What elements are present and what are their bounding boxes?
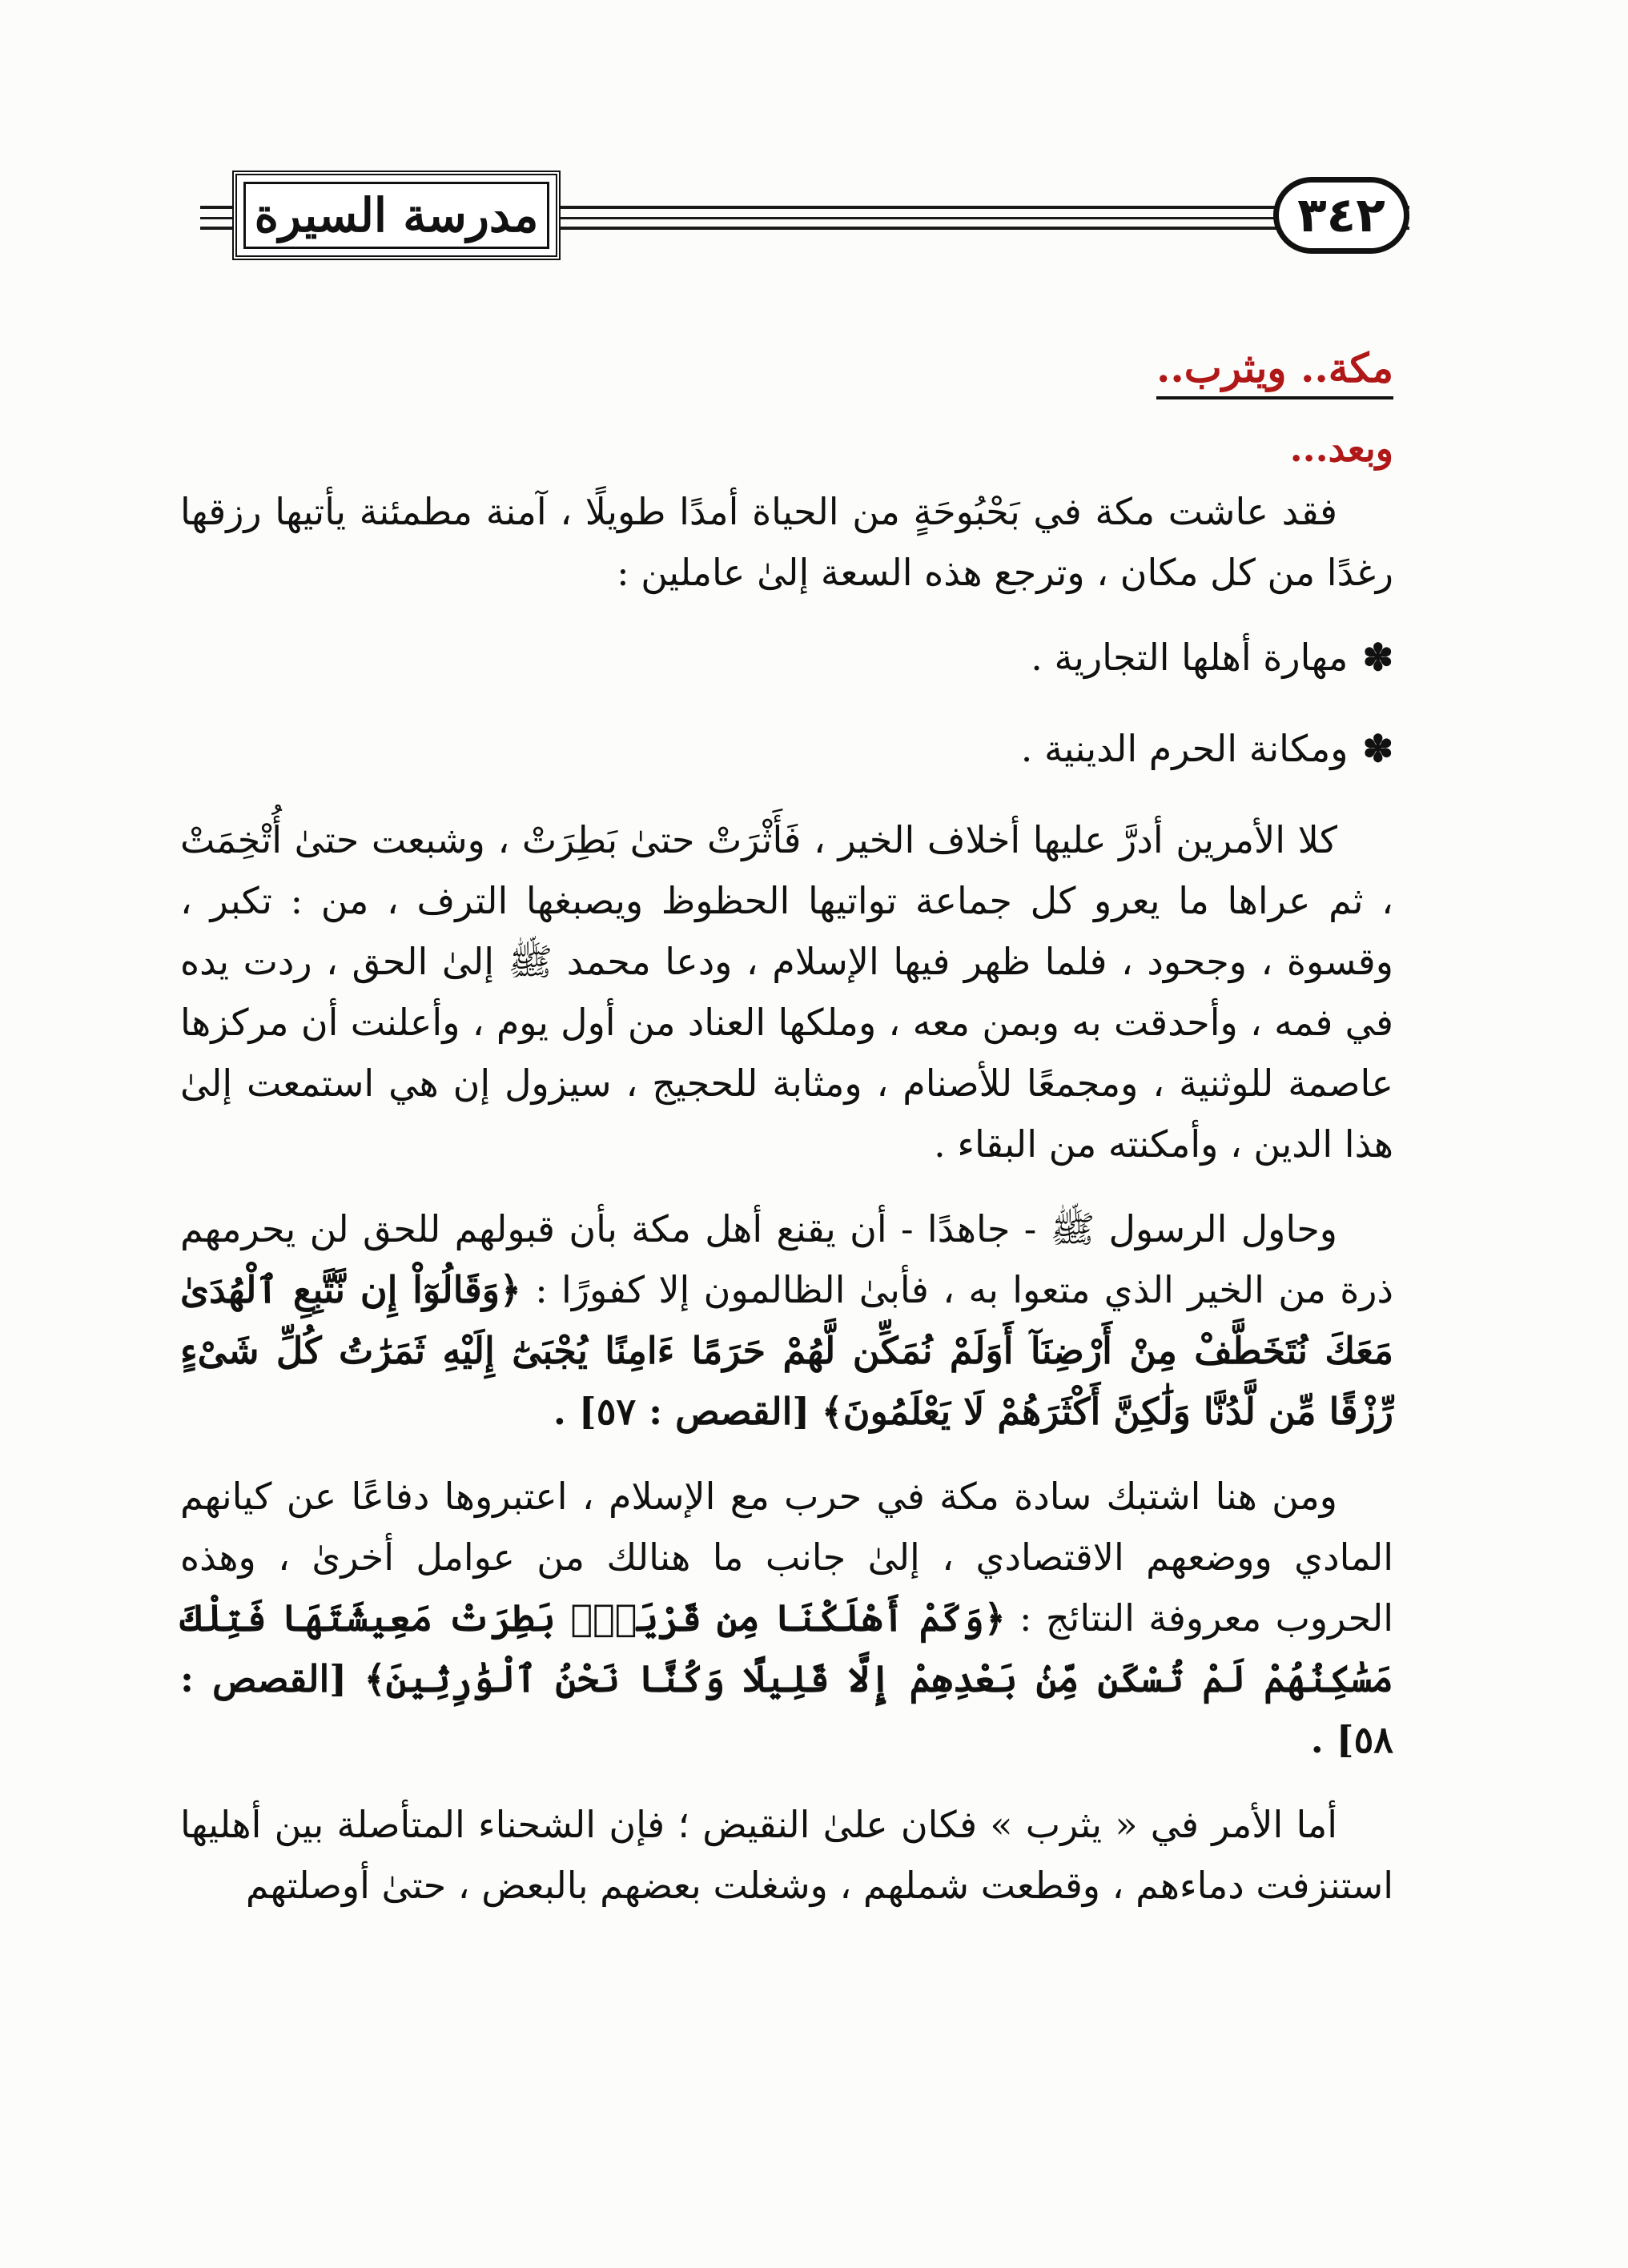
asterisk-icon: ✽ xyxy=(1362,636,1393,679)
paragraph: فقد عاشت مكة في بَحْبُوحَةٍ من الحياة أمدًا طويلًا ، آمنة مطمئنة يأتيها رزقها رغدًا من كل مكان ، وترجع هذه السعة إلىٰ عاملين : xyxy=(180,490,1393,594)
paragraph: كلا الأمرين أدرَّ عليها أخلاف الخير ، فَأَثْرَتْ حتىٰ بَطِرَتْ ، وشبعت حتىٰ أُتْخِمَتْ ، ثم عراها ما يعرو كل جماعة تواتيها الحظوظ ويصبغها الترف ، من : تكبر ، وقسوة ، وجحود ، فلما ظهر فيها الإسلام ، ودعا محمد ﷺ إلىٰ الحق ، ردت يده في فمه ، وأحدقت به وبمن معه ، وملكها العناد من أول يوم ، وأعلنت أن مركزها عاصمة للوثنية ، ومجمعًا للأصنام ، ومثابة للحجيج ، سيزول إن هي استمعت إلىٰ هذا الدين ، وأمكنته من البقاء . xyxy=(180,818,1393,1166)
section-heading: مكة.. ويثرب.. xyxy=(1156,344,1393,399)
book-title: مدرسة السيرة xyxy=(254,188,539,243)
section-heading-wrap xyxy=(180,344,1393,427)
book-title-frame xyxy=(232,171,561,260)
verse-reference: [القصص : ٥٨] . xyxy=(180,1657,1393,1761)
quran-verse: ﴿وَقَالُوٓاْ إِن نَّتَّبِعِ ٱلْهُدَىٰ مَعَكَ نُتَخَطَّفْ مِنْ أَرْضِنَآ أَوَلَمْ نُمَكِّن لَّهُمْ حَرَمًا ءَامِنًا يُجْبَىٰٓ إِلَيْهِ ثَمَرَٰتُ كُلِّ شَىْءٍ رِّزْقًا مِّن لَّدُنَّا وَلَٰكِنَّ أَكْثَرَهُمْ لَا يَعْلَمُونَ﴾ xyxy=(180,1268,1393,1433)
bullet-item xyxy=(180,718,1393,779)
paragraph-with-quran xyxy=(180,1466,1393,1770)
quran-verse: ﴿وَكَمْ أَهْلَكْنَا مِن قَرْيَةٍۭ بَطِرَتْ مَعِيشَتَهَا فَتِلْكَ مَسَٰكِنُهُمْ لَمْ تُسْكَن مِّنۢ بَعْدِهِمْ إِلَّا قَلِيلًا وَكُنَّا نَحْنُ ٱلْوَٰرِثِينَ﴾ xyxy=(180,1596,1393,1700)
paragraph-text: وحاول الرسول ﷺ - جاهدًا - أن يقنع أهل مكة بأن قبولهم للحق لن يحرمهم ذرة من الخير الذي متعوا به ، فأبىٰ الظالمون إلا كفورًا : xyxy=(180,1207,1393,1311)
asterisk-icon: ✽ xyxy=(1362,727,1393,770)
bullet-text: ومكانة الحرم الدينية . xyxy=(1020,727,1349,770)
paragraph-text: ومن هنا اشتبك سادة مكة في حرب مع الإسلام ، اعتبروها دفاعًا عن كيانهم المادي ووضعهم الاقتصادي ، إلىٰ جانب ما هنالك من عوامل أخرىٰ ، وهذه الحروب معروفة النتائج : xyxy=(180,1475,1394,1640)
page-number: ٣٤٢ xyxy=(1297,187,1385,243)
page-body xyxy=(180,344,1393,1940)
bullet-text: مهارة أهلها التجارية . xyxy=(1031,636,1349,679)
paragraph: أما الأمر في « يثرب » فكان علىٰ النقيض ؛ فإن الشحناء المتأصلة بين أهليها استنزفت دماءهم ، وقطعت شملهم ، وشغلت بعضهم بالبعض ، حتىٰ أوصلتهم xyxy=(180,1803,1393,1907)
verse-reference: [القصص : ٥٧] . xyxy=(553,1390,810,1433)
paragraph-with-quran xyxy=(180,1198,1393,1442)
bullet-item xyxy=(180,627,1393,688)
running-header xyxy=(200,164,1409,268)
page-number-badge xyxy=(1273,177,1409,254)
sub-heading: وبعد... xyxy=(1289,427,1393,470)
